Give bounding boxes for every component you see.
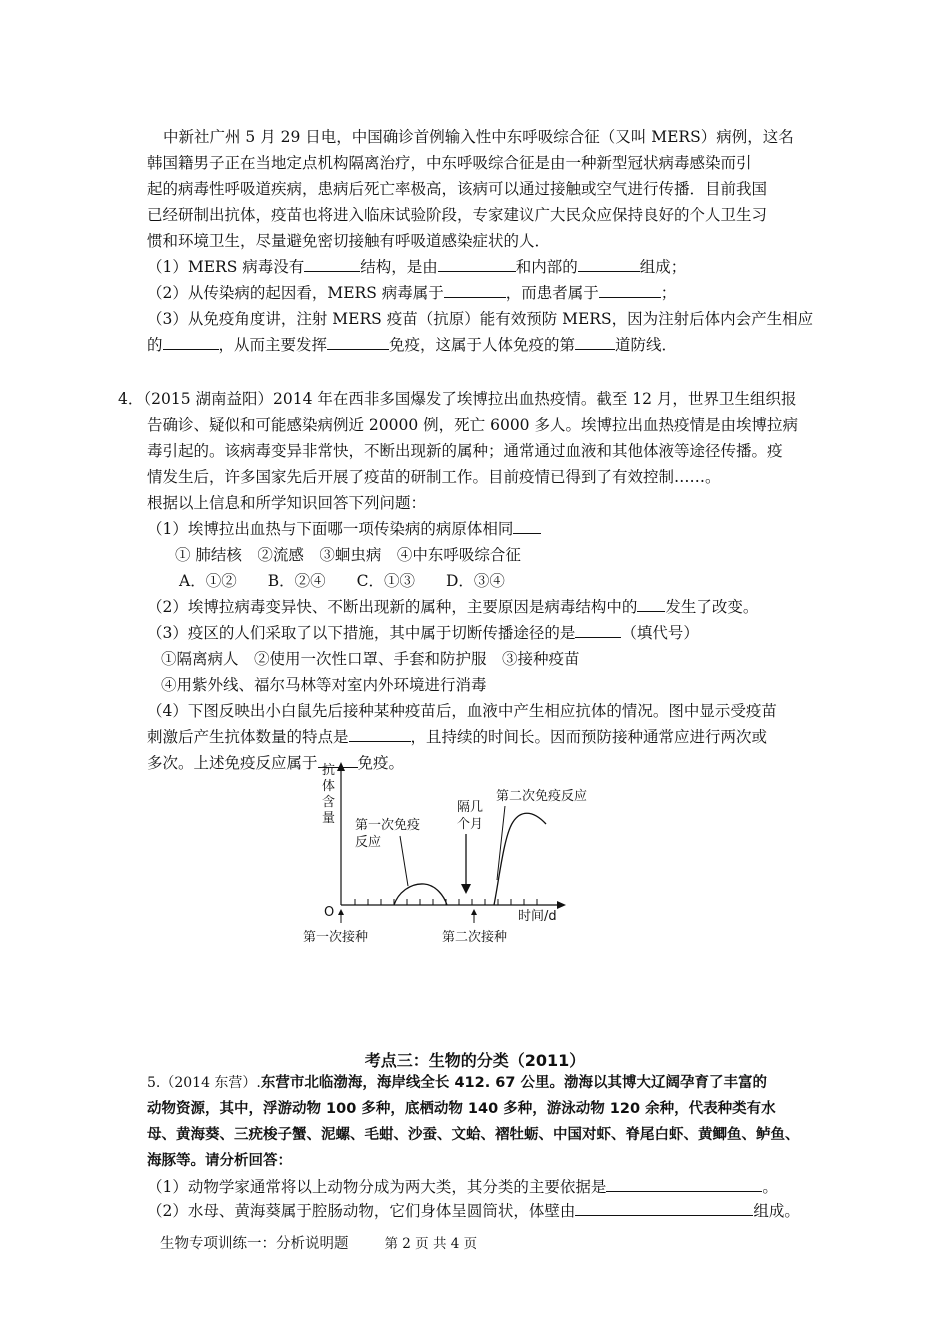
second-response-curve: [494, 813, 546, 905]
q3-intro-line-1: 中新社广州 5 月 29 日电，中国确诊首例输入性中东呼吸综合征（又叫 MERS）病例，这名: [163, 128, 794, 146]
first-injection-arrow-head: [338, 909, 344, 915]
origin-label: O: [324, 905, 335, 920]
q4-sub3: （3）疫区的人们采取了以下措施，其中属于切断传播途径的是 （填代号）: [147, 624, 699, 642]
first-response-pointer: [400, 836, 408, 886]
q3-intro-line-3: 起的病毒性呼吸道疾病，患病后死亡率极高，该病可以通过接触或空气进行传播．目前我国: [147, 180, 768, 198]
second-response-pointer: [497, 806, 505, 880]
second-response-label: 第二次免疫反应: [496, 789, 588, 804]
x-axis-arrow: [557, 901, 566, 909]
second-injection-arrow-head: [471, 909, 477, 915]
q3-part3-line-1: （3）从免疫角度讲，注射 MERS 疫苗（抗原）能有效预防 MERS，因为注射后体内会产生相应: [147, 310, 814, 328]
first-response-label: 反应: [355, 835, 382, 850]
q4-sub1-options: A．①② B．②④ C．①③ D．③④: [179, 572, 505, 590]
q4-intro-line-1: 4．（2015 湖南益阳）2014 年在西非多国爆发了埃博拉出血热疫情。截至 12 月，世界卫生组织报: [118, 390, 797, 408]
q4-sub3-items-1: ①隔离病人 ②使用一次性口罩、手套和防护服 ③接种疫苗: [161, 650, 580, 668]
q3-intro-line-4: 已经研制出抗体，疫苗也将进入临床试验阶段，专家建议广大民众应保持良好的个人卫生习: [147, 206, 768, 224]
q4-intro-line-4: 情发生后，许多国家先后开展了疫苗的研制工作。目前疫情已得到了有效控制……。: [147, 468, 721, 486]
q3-part3-line-2: 的 ，从而主要发挥 免疫，这属于人体免疫的第 道防线．: [147, 336, 678, 354]
q4-intro-line-2: 告确诊、疑似和可能感染病例近 20000 例，死亡 6000 多人。埃博拉出血热疫情是由埃博拉病: [147, 416, 798, 434]
q5-part1: （1）动物学家通常将以上动物分成为两大类，其分类的主要依据是 。: [147, 1178, 778, 1196]
q4-sub2: （2）埃博拉病毒变异快、不断出现新的属种，主要原因是病毒结构中的 发生了改变。: [147, 598, 759, 616]
q3-part1: （1）MERS 病毒没有 结构，是由 和内部的 组成；: [147, 258, 687, 276]
ylabel-char: 量: [322, 811, 336, 826]
interval-label: 隔几: [457, 800, 484, 815]
ylabel-char: 抗: [322, 763, 336, 778]
page-footer: [160, 1232, 477, 1253]
q3-intro-line-5: 惯和环境卫生，尽量避免密切接触有呼吸道感染症状的人．: [147, 232, 551, 250]
section-heading: 考点三：生物的分类（2011）: [364, 1051, 586, 1070]
q4-intro-line-5: 根据以上信息和所学知识回答下列问题：: [147, 494, 427, 512]
q3-intro-line-2: 韩国籍男子正在当地定点机构隔离治疗，中东呼吸综合征是由一种新型冠状病毒感染而引: [147, 154, 752, 172]
interval-label: 个月: [457, 817, 484, 832]
q5-intro-line-1: 5.（2014 东营）.东营市北临渤海，海岸线全长 412. 67 公里。渤海以其博大辽阔孕育了丰富的: [147, 1075, 767, 1091]
q3-part2: （2）从传染病的起因看，MERS 病毒属于 ，而患者属于 ；: [147, 284, 677, 302]
interval-arrow-head: [461, 884, 471, 894]
blank[interactable]: [606, 1177, 762, 1192]
first-injection-label: 第一次接种: [303, 930, 369, 945]
q4-intro-line-3: 毒引起的。该病毒变异非常快，不断出现新的属种；通常通过血液和其他体液等途径传播。疫: [147, 442, 783, 460]
x-axis-label: 时间/d: [518, 909, 557, 924]
y-axis-arrow: [337, 762, 345, 771]
blank[interactable]: [575, 1201, 753, 1216]
q5-intro-line-2: 动物资源，其中，浮游动物 100 多种，底栖动物 140 多种，游泳动物 120 余种，代表种类有水: [147, 1101, 776, 1117]
ylabel-char: 体: [322, 779, 336, 794]
q5-part2: （2）水母、黄海葵属于腔肠动物，它们身体呈圆筒状，体壁由 组成。: [147, 1202, 800, 1220]
second-injection-label: 第二次接种: [442, 930, 508, 945]
q4-sub4-line-1: （4）下图反映出小白鼠先后接种某种疫苗后，血液中产生相应抗体的情况。图中显示受疫苗: [147, 702, 777, 720]
q5-intro-line-4: 海豚等。请分析回答：: [147, 1153, 292, 1169]
q4-sub4-line-3: 多次。上述免疫反应属于 免疫。: [147, 754, 405, 772]
ylabel-char: 含: [322, 795, 336, 810]
page-number: 第 2 页 共 4 页: [384, 1236, 478, 1252]
footer-title: 生物专项训练一：分析说明题: [160, 1236, 349, 1252]
q4-sub3-items-2: ④用紫外线、福尔马林等对室内外环境进行消毒: [161, 676, 487, 694]
q5-intro-line-3: 母、黄海葵、三疣梭子蟹、泥螺、毛蚶、沙蚕、文蛤、褶牡蛎、中国对虾、脊尾白虾、黄鲫鱼、鲈鱼、: [147, 1127, 800, 1143]
q4-sub4-line-2: 刺激后产生抗体数量的特点是 ，且持续的时间长。因而预防接种通常应进行两次或: [147, 728, 768, 746]
q4-sub1-items: ① 肺结核 ②流感 ③蛔虫病 ④中东呼吸综合征: [175, 546, 521, 564]
q4-sub1: （1）埃博拉出血热与下面哪一项传染病的病原体相同: [147, 518, 541, 540]
first-response-label: 第一次免疫: [355, 818, 421, 833]
